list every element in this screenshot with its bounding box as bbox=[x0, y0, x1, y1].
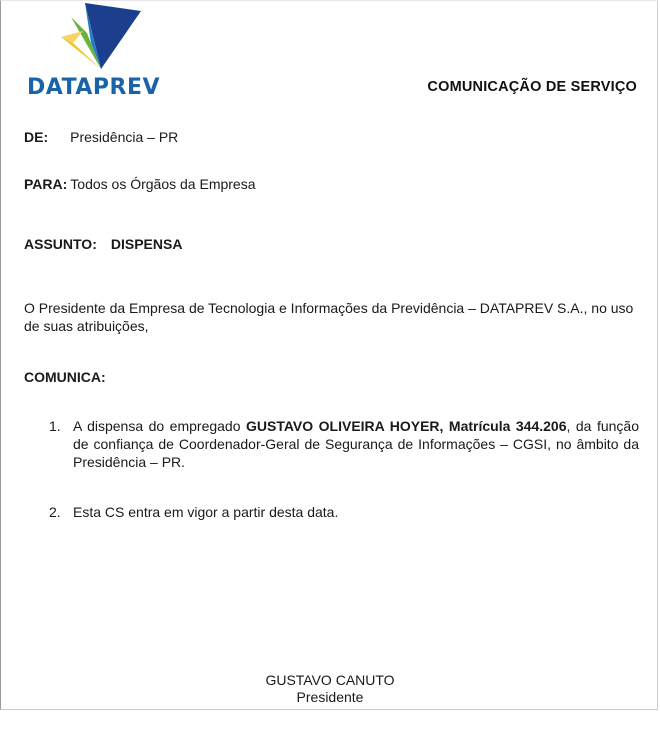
intro-paragraph: O Presidente da Empresa de Tecnologia e Informações da Previdência – DATAPREV S.A., no uso de suas atribuições, bbox=[24, 300, 634, 334]
signatory-name: GUSTAVO CANUTO bbox=[265, 672, 395, 688]
field-para bbox=[24, 176, 256, 192]
para-value: Todos os Órgãos da Empresa bbox=[70, 176, 256, 192]
signature-block bbox=[1, 672, 659, 706]
item-text-after: , da função de confiança de Coordenador-Geral de Segurança de Informações – CGSI, no âmbito da Presidência – PR. bbox=[73, 418, 639, 470]
signatory-title: Presidente bbox=[296, 689, 364, 705]
de-label: DE: bbox=[24, 129, 49, 145]
de-value: Presidência – PR bbox=[70, 129, 179, 145]
item-text bbox=[73, 417, 639, 471]
assunto-value: DISPENSA bbox=[110, 236, 183, 252]
item-text: Esta CS entra em vigor a partir desta data. bbox=[73, 504, 339, 520]
list-item bbox=[49, 503, 639, 521]
document-type-title: COMUNICAÇÃO DE SERVIÇO bbox=[427, 79, 637, 95]
item-number: 2. bbox=[49, 504, 61, 520]
dataprev-logo-icon bbox=[61, 3, 141, 71]
list-item bbox=[49, 417, 639, 471]
assunto-label: ASSUNTO: bbox=[24, 236, 97, 252]
comunica-heading: COMUNICA: bbox=[24, 369, 106, 385]
logo-wordmark: DATAPREV bbox=[27, 75, 161, 100]
item-number: 1. bbox=[49, 418, 61, 434]
item-text-before: A dispensa do empregado bbox=[73, 418, 246, 434]
field-de bbox=[24, 129, 178, 145]
employee-name-registration: GUSTAVO OLIVEIRA HOYER, Matrícula 344.206 bbox=[246, 418, 567, 434]
field-assunto bbox=[24, 236, 182, 252]
para-label: PARA: bbox=[24, 176, 68, 192]
